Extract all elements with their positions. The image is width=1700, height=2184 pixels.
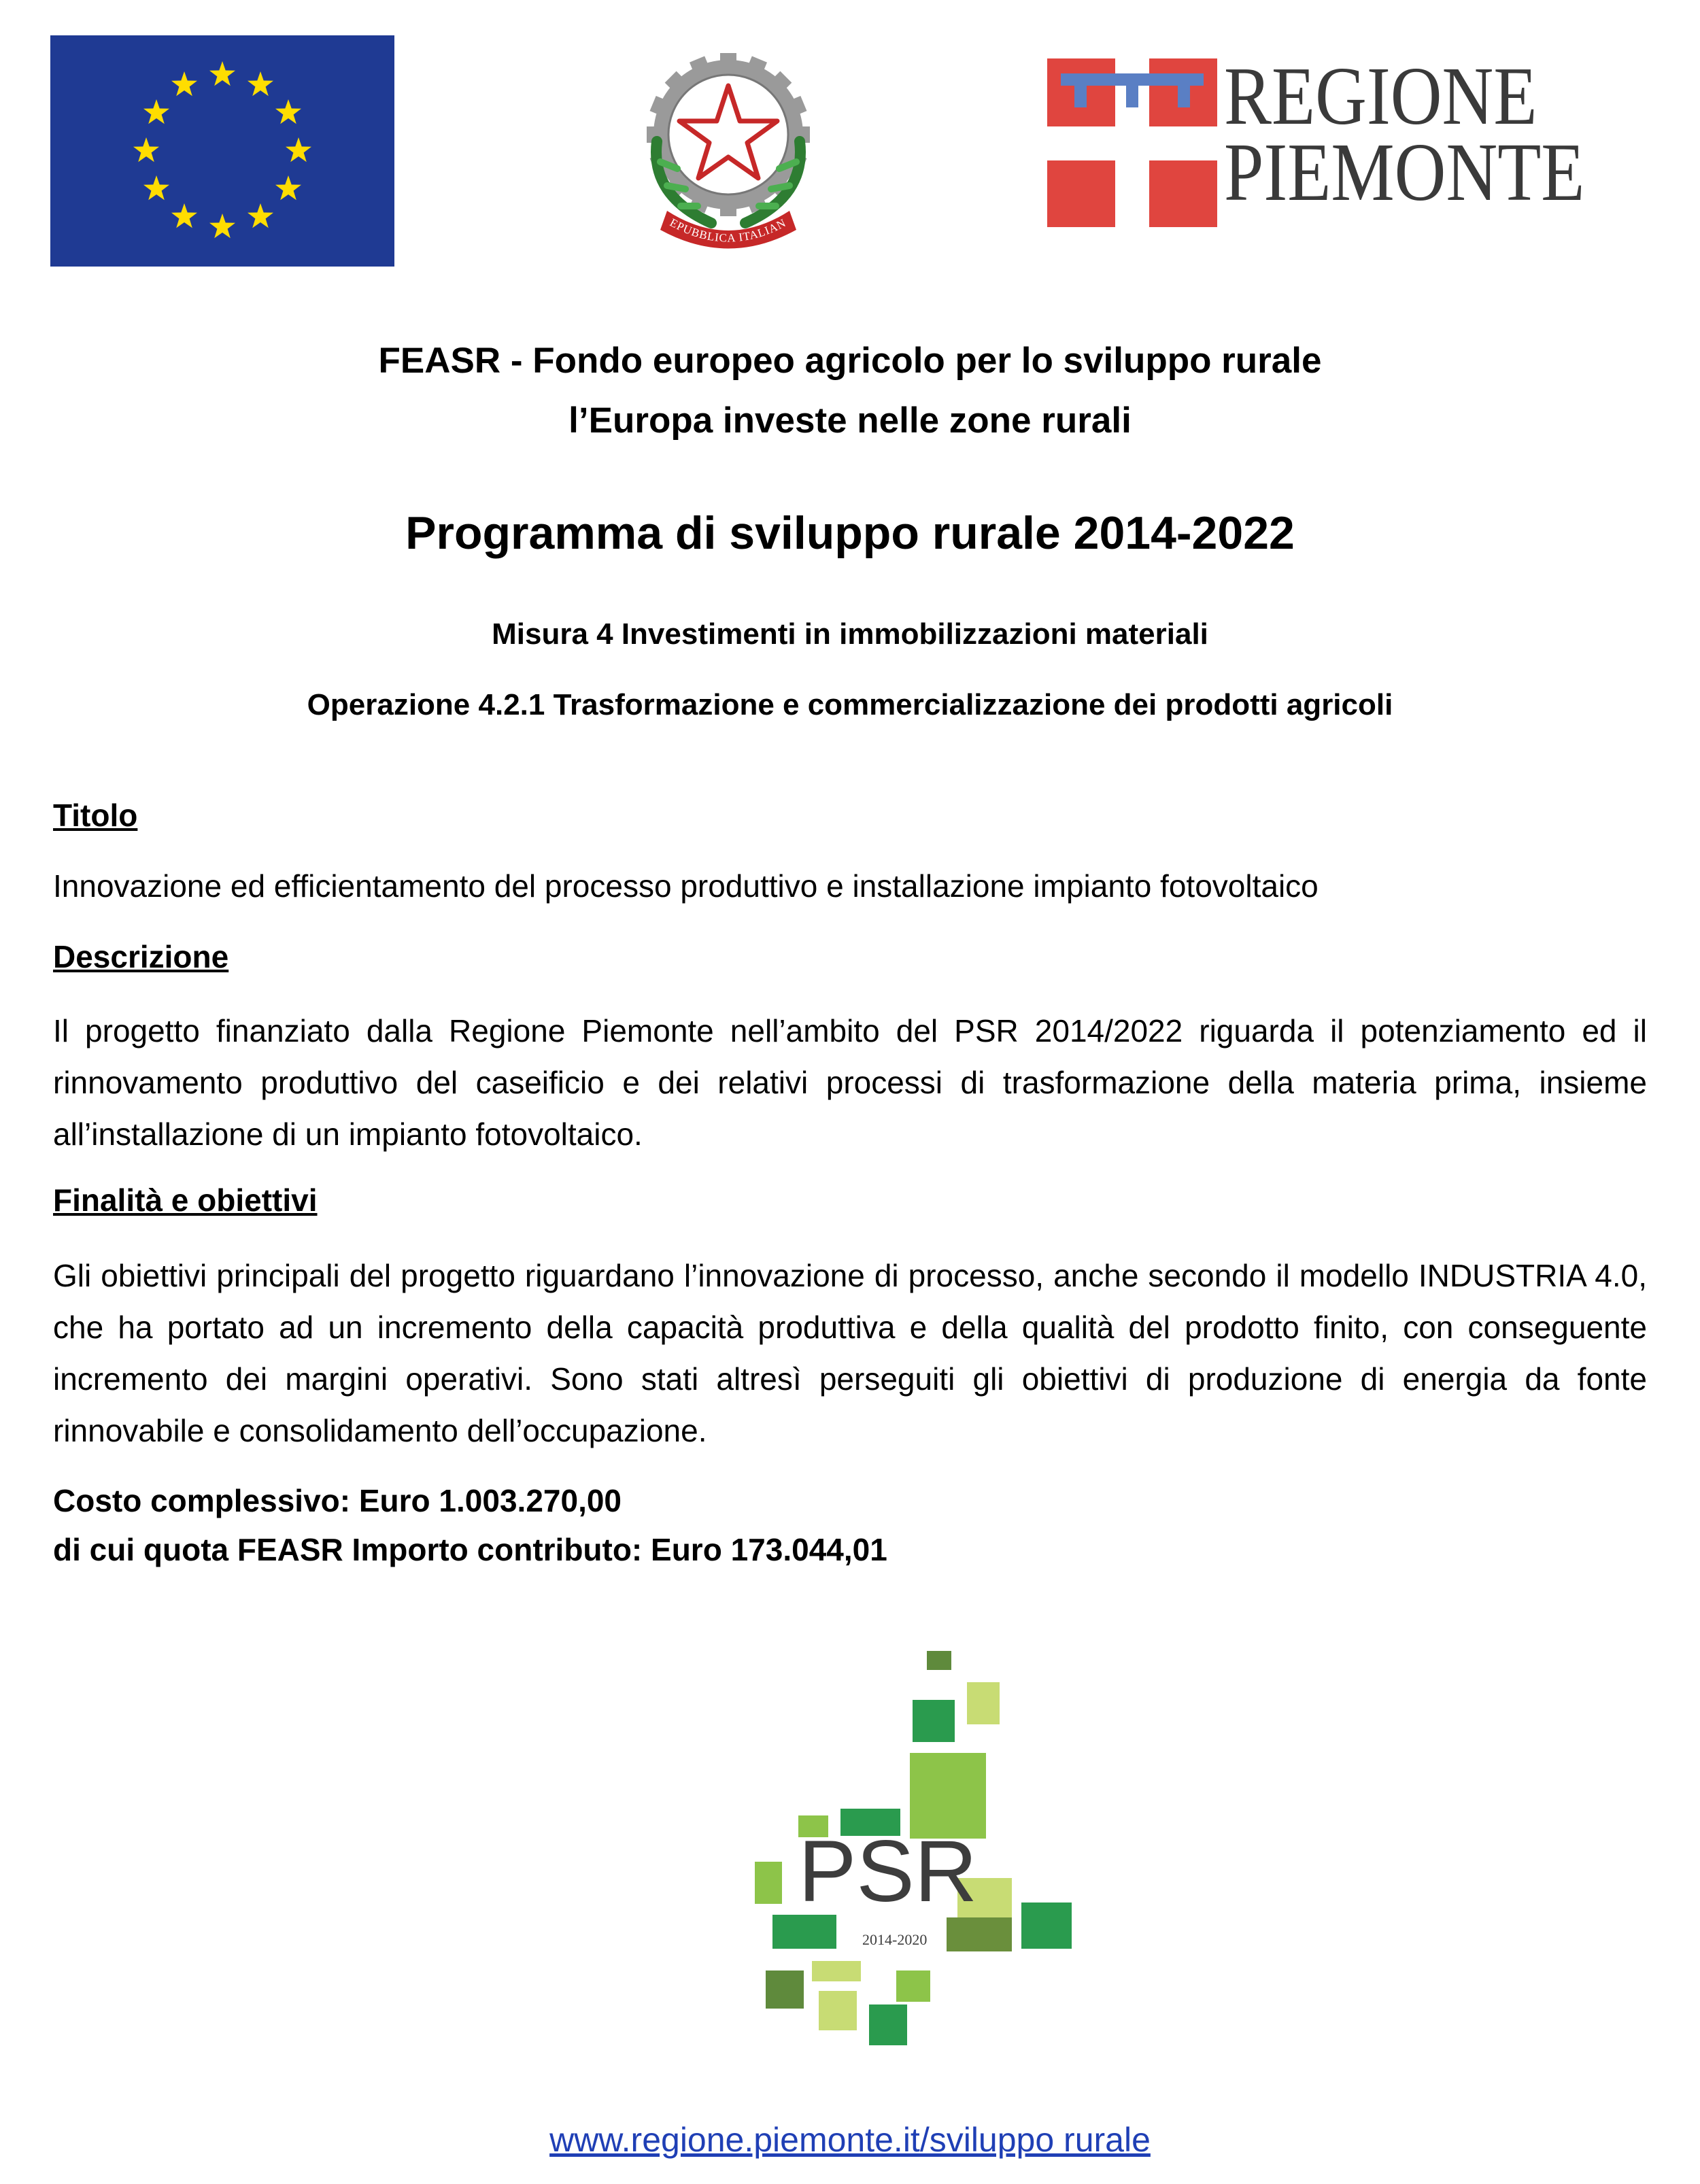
descrizione-text: Il progetto finanziato dalla Regione Piemonte nell’ambito del PSR 2014/2022 riguarda il potenziamento ed il rinnovamento produttivo del caseificio e dei relativi processi di trasformazione della materia prima, insieme all’installazione di un impianto fotovoltaico. <box>53 1013 1647 1152</box>
regione-piemonte-logo <box>1047 50 1598 227</box>
psr-logo-icon <box>755 1651 1074 2045</box>
footer-website-link[interactable]: www.regione.piemonte.it/sviluppo rurale <box>549 2121 1151 2159</box>
operazione-line: Operazione 4.2.1 Trasformazione e commercializzazione dei prodotti agricoli <box>307 688 1393 721</box>
titolo-heading: Titolo <box>53 798 138 833</box>
descrizione-heading: Descrizione <box>53 939 229 974</box>
psr-years: 2014-2020 <box>862 1931 928 1948</box>
programme-title: Programma di sviluppo rurale 2014-2022 <box>405 507 1295 559</box>
feasr-contribution: di cui quota FEASR Importo contributo: Euro 173.044,01 <box>53 1532 887 1567</box>
misura-line: Misura 4 Investimenti in immobilizzazioni materiali <box>492 617 1208 651</box>
emblem-ribbon-text: EPUBBLICA ITALIAN <box>667 216 789 245</box>
titolo-text: Innovazione ed efficientamento del processo produttivo e installazione impianto fotovoltaico <box>53 868 1319 904</box>
feasr-header-line: FEASR - Fondo europeo agricolo per lo sviluppo rurale <box>378 341 1322 381</box>
total-cost: Costo complessivo: Euro 1.003.270,00 <box>53 1483 622 1518</box>
psr-text: PSR <box>798 1823 978 1920</box>
finalita-heading: Finalità e obiettivi <box>53 1182 318 1218</box>
finalita-text: Gli obiettivi principali del progetto riguardano l’innovazione di processo, anche secondo il modello INDUSTRIA 4.0, che ha portato ad un incremento della capacità produttiva e della qualità del prodotto finito, con conseguente incremento dei margini operativi. Sono stati altresì perseguiti gli obiettivi di produzione di energia da fonte rinnovabile e consolidamento dell’occupazione. <box>53 1258 1647 1448</box>
regione-cross-icon <box>1047 58 1217 227</box>
repubblica-italiana-emblem-icon <box>630 33 827 250</box>
eu-flag-icon <box>50 35 394 267</box>
europe-invests-line: l’Europa investe nelle zone rurali <box>568 400 1132 441</box>
regione-wordmark-line2: PIEMONTE <box>1224 126 1585 218</box>
regione-wordmark-line1: REGIONE <box>1224 50 1537 142</box>
